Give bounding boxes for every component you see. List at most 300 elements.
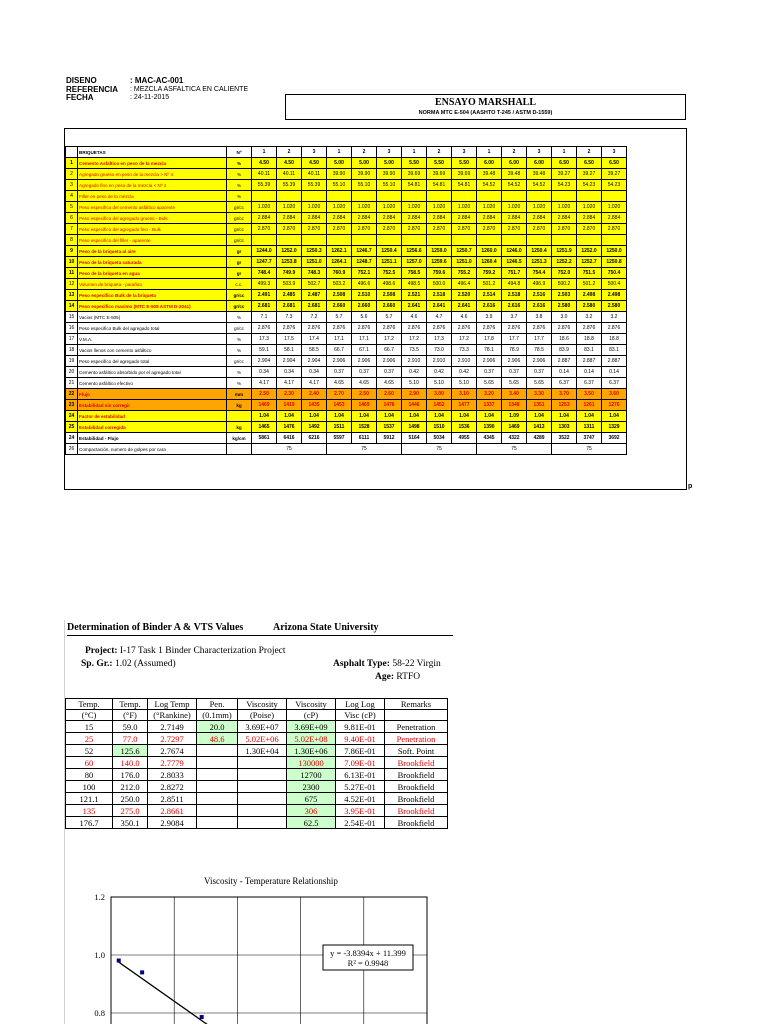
row-value: 4322 [502, 433, 527, 444]
project-line [85, 646, 286, 656]
row-unit: gr [227, 257, 252, 268]
row-value: 4289 [527, 433, 552, 444]
row-value: 2.660 [352, 301, 377, 312]
marshall-row [66, 246, 627, 257]
row-value: 2.641 [402, 301, 427, 312]
reference-value: : MEZCLA ASFALTICA EN CALIENTE [130, 85, 249, 93]
document-header [66, 77, 248, 103]
row-value: 2.491 [252, 290, 277, 301]
binder-header-cell: Log Temp [148, 699, 197, 710]
row-value: 2.870 [302, 224, 327, 235]
row-value [302, 235, 327, 246]
row-value: 4955 [452, 433, 477, 444]
row-description: Peso especifico del cemento asfáltico aparente [78, 202, 227, 213]
row-number: 15 [66, 312, 78, 323]
row-value: 1.04 [427, 411, 452, 422]
row-number: 26 [66, 444, 78, 455]
row-number: 22 [66, 389, 78, 400]
row-value: 55.39 [302, 180, 327, 191]
binder-cell: Brookfield [385, 793, 448, 805]
marshall-row [66, 202, 627, 213]
binder-cell: 48.6 [197, 733, 238, 745]
row-value: 59.1 [252, 345, 277, 356]
row-value: 2.884 [502, 213, 527, 224]
row-value: 17.3 [252, 334, 277, 345]
row-number: 24 [66, 411, 78, 422]
row-value: 0.14 [577, 367, 602, 378]
row-unit: gr/cc [227, 301, 252, 312]
binder-cell [197, 757, 238, 769]
row-description: Peso especifico del agregado grueso - Bulk [78, 213, 227, 224]
row-unit: kg [227, 400, 252, 411]
row-value: 2.40 [302, 389, 327, 400]
row-value: 3522 [552, 433, 577, 444]
row-value: 1452 [427, 400, 452, 411]
binder-cell: 52 [66, 745, 113, 757]
row-value: 1311 [577, 422, 602, 433]
marshall-row [66, 334, 627, 345]
row-value [277, 235, 302, 246]
marshall-row [66, 191, 627, 202]
project-value: I-17 Task 1 Binder Characterization Project [119, 646, 286, 656]
row-value: 55.10 [352, 180, 377, 191]
row-value [327, 235, 352, 246]
row-value: 2.870 [277, 224, 302, 235]
binder-cell: 2.54E-01 [336, 817, 385, 829]
row-value: 1.04 [527, 411, 552, 422]
binder-cell: 121.1 [66, 793, 113, 805]
binder-cell: 60 [66, 757, 113, 769]
row-value [402, 191, 427, 202]
spgr-value: 1.02 (Assumed) [114, 659, 176, 669]
row-value: 750.4 [602, 268, 627, 279]
row-value: 759.6 [427, 268, 452, 279]
row-value: 2.870 [427, 224, 452, 235]
binder-row [66, 805, 448, 817]
row-value: 83.1 [577, 345, 602, 356]
row-value: 54.23 [552, 180, 577, 191]
row-value: 2.870 [502, 224, 527, 235]
row-value: 2.876 [577, 323, 602, 334]
row-value: 2.876 [427, 323, 452, 334]
row-value [602, 235, 627, 246]
row-value: 1446 [402, 400, 427, 411]
row-description: Peso de la briqueta saturada [78, 257, 227, 268]
row-value: 1.020 [302, 202, 327, 213]
binder-row [66, 817, 448, 829]
row-value: 2.884 [477, 213, 502, 224]
row-value: 3747 [577, 433, 602, 444]
briquette-number-header: 3 [602, 147, 627, 158]
row-value: 1510 [427, 422, 452, 433]
row-number: 8 [66, 235, 78, 246]
row-description: Flujo [78, 389, 227, 400]
row-value: 17.7 [527, 334, 552, 345]
row-value: 54.81 [427, 180, 452, 191]
row-number: 9 [66, 246, 78, 257]
row-value: 2.876 [602, 323, 627, 334]
row-value: 39.27 [577, 169, 602, 180]
binder-cell: 125.6 [113, 745, 148, 757]
row-value: 1251.1 [377, 257, 402, 268]
y-tick-label: 1.2 [94, 892, 105, 902]
row-unit: gr/cc [227, 213, 252, 224]
row-value: 2.870 [577, 224, 602, 235]
row-value: 4.65 [352, 378, 377, 389]
row-value: 2.884 [452, 213, 477, 224]
row-value: 2.876 [452, 323, 477, 334]
row-value: 78.1 [477, 345, 502, 356]
row-unit: gr/cc [227, 290, 252, 301]
row-value [552, 235, 577, 246]
row-value [277, 191, 302, 202]
row-value: 1476 [377, 400, 402, 411]
chart-title: Viscosity - Temperature Relationship [204, 876, 338, 886]
row-value: 1.04 [302, 411, 327, 422]
row-value: 3.20 [477, 389, 502, 400]
binder-cell: 5.02E+08 [287, 733, 336, 745]
binder-cell: Soft. Point [385, 745, 448, 757]
row-unit: gr/cc [227, 323, 252, 334]
row-value: 1259.6 [427, 257, 452, 268]
row-description: Estabilidad corregida [78, 422, 227, 433]
row-number: 6 [66, 213, 78, 224]
row-value: 1262.1 [327, 246, 352, 257]
binder-cell [238, 757, 287, 769]
row-description: Peso especifico del filler - aparente [78, 235, 227, 246]
row-value: 0.37 [477, 367, 502, 378]
reference-label: REFERENCIA [66, 84, 119, 94]
marshall-row [66, 169, 627, 180]
binder-cell: 2.8272 [148, 781, 197, 793]
row-value: 1476 [277, 422, 302, 433]
row-value: 2.681 [277, 301, 302, 312]
row-value: 17.4 [302, 334, 327, 345]
row-value: 2.884 [602, 213, 627, 224]
row-value: 55.39 [277, 180, 302, 191]
row-value: 6.37 [552, 378, 577, 389]
blows-value: 75 [327, 444, 402, 455]
row-value: 496.6 [352, 279, 377, 290]
row-description: Cemento asfáltico absorbido por el agregado total [78, 367, 227, 378]
row-value: 1.020 [602, 202, 627, 213]
row-value: 5912 [377, 433, 402, 444]
row-value: 2.870 [402, 224, 427, 235]
marshall-row [66, 180, 627, 191]
asphalt-value: 58-22 Virgin [392, 659, 441, 669]
row-unit: gr/cc [227, 202, 252, 213]
row-description: Estabilidad - Flujo [78, 433, 227, 444]
row-value: 2.50 [352, 389, 377, 400]
marshall-row [66, 290, 627, 301]
row-value: 2.660 [327, 301, 352, 312]
binder-cell: 176.0 [113, 769, 148, 781]
marshall-header-row [66, 147, 627, 158]
row-value: 1477 [452, 400, 477, 411]
binder-cell [238, 817, 287, 829]
binder-cell: 3.69E+09 [287, 721, 336, 733]
row-number: 14 [66, 301, 78, 312]
row-value: 3692 [602, 433, 627, 444]
r-squared-label: R² = 0.9948 [347, 958, 389, 968]
row-value: 1251.3 [527, 257, 552, 268]
row-value: 4345 [477, 433, 502, 444]
row-value: 5.50 [452, 158, 477, 169]
row-value: 1250.4 [527, 246, 552, 257]
blows-value: 75 [552, 444, 627, 455]
row-value: 2.906 [527, 356, 552, 367]
binder-cell: 6.13E-01 [336, 769, 385, 781]
binder-cell: 1.30E+06 [287, 745, 336, 757]
row-value: 1.020 [452, 202, 477, 213]
binder-cell: 25 [66, 733, 113, 745]
row-value: 1.020 [252, 202, 277, 213]
test-standard: NORMA MTC E-504 (AASHTO T-245 / ASTM D-1559) [418, 110, 553, 116]
binder-header-cell: Pen. [197, 699, 238, 710]
row-value [577, 191, 602, 202]
row-value: 39.69 [402, 169, 427, 180]
row-value: 1.020 [277, 202, 302, 213]
row-value: 54.81 [402, 180, 427, 191]
binder-cell: 212.0 [113, 781, 148, 793]
row-unit: % [227, 191, 252, 202]
row-value: 1337 [477, 400, 502, 411]
row-value: 751.7 [502, 268, 527, 279]
binder-cell: 3.69E+07 [238, 721, 287, 733]
row-unit: c.c. [227, 279, 252, 290]
row-value: 1.020 [327, 202, 352, 213]
row-value: 1250.8 [602, 257, 627, 268]
binder-cell: 12700 [287, 769, 336, 781]
row-value: 0.37 [377, 367, 402, 378]
row-value: 17.3 [427, 334, 452, 345]
row-value: 498.5 [402, 279, 427, 290]
row-value: 0.37 [352, 367, 377, 378]
row-value: 2.518 [502, 290, 527, 301]
binder-cell: 59.0 [113, 721, 148, 733]
row-value: 7.3 [277, 312, 302, 323]
row-value: 40.11 [302, 169, 327, 180]
row-value: 1.04 [252, 411, 277, 422]
row-value: 0.37 [327, 367, 352, 378]
row-value: 2.884 [352, 213, 377, 224]
row-description: Volumen de briqueta - parafina [78, 279, 227, 290]
row-value: 496.4 [452, 279, 477, 290]
row-value: 4.65 [327, 378, 352, 389]
row-value: 2.660 [377, 301, 402, 312]
row-description: Peso de la briqueta en agua [78, 268, 227, 279]
row-description: Peso especifico Bulk de la briqueta [78, 290, 227, 301]
binder-cell: Brookfield [385, 769, 448, 781]
binder-cell: 135 [66, 805, 113, 817]
marshall-row [66, 378, 627, 389]
row-value: 752.0 [552, 268, 577, 279]
row-description: Peso especifico del agregado total [78, 356, 227, 367]
row-value: 760.9 [327, 268, 352, 279]
row-value: 1250.7 [452, 246, 477, 257]
row-value: 17.2 [452, 334, 477, 345]
binder-cell: 2.8033 [148, 769, 197, 781]
row-value: 6.00 [527, 158, 552, 169]
marshall-row [66, 235, 627, 246]
row-value: 5.65 [477, 378, 502, 389]
briquette-number-header: 1 [327, 147, 352, 158]
row-value: 6.50 [602, 158, 627, 169]
row-value: 1435 [302, 400, 327, 411]
row-value: 2.870 [377, 224, 402, 235]
row-value: 2.520 [452, 290, 477, 301]
row-value: 58.5 [302, 345, 327, 356]
row-value: 5.00 [327, 158, 352, 169]
row-value: 2.510 [352, 290, 377, 301]
row-value: 4.17 [252, 378, 277, 389]
row-value: 2.876 [252, 323, 277, 334]
row-value: 1250.3 [302, 246, 327, 257]
briquette-number-header: 1 [402, 147, 427, 158]
row-value: 39.48 [502, 169, 527, 180]
row-value: 2.887 [552, 356, 577, 367]
row-value [477, 235, 502, 246]
binder-unit-cell: (°C) [66, 710, 113, 721]
row-unit: kg/cm [227, 433, 252, 444]
row-value: 73.0 [427, 345, 452, 356]
project-label: Project: [85, 646, 118, 656]
row-value: 499.3 [252, 279, 277, 290]
binder-cell: 140.0 [113, 757, 148, 769]
row-value [502, 191, 527, 202]
binder-cell: 250.0 [113, 793, 148, 805]
row-value: 3.10 [452, 389, 477, 400]
blows-value: 75 [402, 444, 477, 455]
row-value: 17.2 [402, 334, 427, 345]
row-value: 7.1 [252, 312, 277, 323]
row-value: 73.3 [452, 345, 477, 356]
binder-cell: 130000 [287, 757, 336, 769]
row-description: Factor de estabilidad [78, 411, 227, 422]
row-number: 13 [66, 290, 78, 301]
row-value: 5.65 [527, 378, 552, 389]
binder-cell: 1.30E+04 [238, 745, 287, 757]
row-description: Filler en peso de la mezcla [78, 191, 227, 202]
spgr-label: Sp. Gr.: [81, 659, 113, 669]
row-value: 1.020 [427, 202, 452, 213]
row-value: 2.910 [402, 356, 427, 367]
binder-header-cell: Temp. [66, 699, 113, 710]
row-number: 12 [66, 279, 78, 290]
row-value: 5.00 [352, 158, 377, 169]
row-value: 2.876 [552, 323, 577, 334]
binder-cell: 2.8511 [148, 793, 197, 805]
binder-cell [238, 793, 287, 805]
binder-cell: 7.09E-01 [336, 757, 385, 769]
row-value: 1246.0 [502, 246, 527, 257]
row-value: 3.00 [427, 389, 452, 400]
row-value: 1256.6 [402, 246, 427, 257]
row-value: 17.2 [377, 334, 402, 345]
data-point [200, 1015, 204, 1019]
marshall-row [66, 389, 627, 400]
row-value: 54.23 [577, 180, 602, 191]
row-value: 2.498 [602, 290, 627, 301]
row-value: 17.1 [352, 334, 377, 345]
row-value: 3.40 [502, 389, 527, 400]
row-unit: gr [227, 246, 252, 257]
row-description: Compactación, numero de golpes por cara [78, 444, 227, 455]
row-value: 2.906 [502, 356, 527, 367]
row-description: Vacios (MTC E-505) [78, 312, 227, 323]
row-value: 1251.0 [302, 257, 327, 268]
binder-cell: 2.7779 [148, 757, 197, 769]
row-value: 1537 [377, 422, 402, 433]
row-value: 2.906 [377, 356, 402, 367]
row-value: 2.516 [527, 290, 552, 301]
row-value: 2.514 [477, 290, 502, 301]
row-value [527, 235, 552, 246]
briquette-number-header: 3 [377, 147, 402, 158]
row-value [427, 191, 452, 202]
row-value: 1253 [552, 400, 577, 411]
binder-cell: 176.7 [66, 817, 113, 829]
row-value: 54.81 [452, 180, 477, 191]
briquette-number-header: 2 [352, 147, 377, 158]
row-description: Cemento asfáltico efectivo [78, 378, 227, 389]
binder-unit-cell [385, 710, 448, 721]
row-value: 18.8 [602, 334, 627, 345]
row-value: 496.9 [527, 279, 552, 290]
row-value: 3.0 [552, 312, 577, 323]
row-number: 3 [66, 180, 78, 191]
marshall-row [66, 279, 627, 290]
row-unit: % [227, 334, 252, 345]
row-number: 25 [66, 422, 78, 433]
row-value: 0.14 [552, 367, 577, 378]
binder-cell: Brookfield [385, 817, 448, 829]
binder-header-cell: Viscosity [287, 699, 336, 710]
row-value: 2.487 [302, 290, 327, 301]
marshall-row [66, 301, 627, 312]
row-value: 1252.2 [552, 257, 577, 268]
binder-row [66, 793, 448, 805]
binder-cell: Brookfield [385, 757, 448, 769]
binder-cell [197, 745, 238, 757]
binder-cell: 2.8661 [148, 805, 197, 817]
binder-row [66, 733, 448, 745]
row-value: 1511 [327, 422, 352, 433]
row-value: 2.876 [527, 323, 552, 334]
marshall-row [66, 422, 627, 433]
row-value: 1250.4 [377, 246, 402, 257]
row-value: 2.521 [402, 290, 427, 301]
row-value: 2.485 [277, 290, 302, 301]
row-number: 23 [66, 400, 78, 411]
row-value: 759.2 [477, 268, 502, 279]
binder-header-cell: Viscosity [238, 699, 287, 710]
binder-cell: Penetration [385, 733, 448, 745]
row-value: 39.27 [552, 169, 577, 180]
row-value: 1528 [352, 422, 377, 433]
marshall-row [66, 444, 627, 455]
row-value: 39.90 [352, 169, 377, 180]
age-label: Age: [375, 672, 394, 682]
row-value: 748.3 [302, 268, 327, 279]
row-value: 2.876 [477, 323, 502, 334]
row-value: 1536 [452, 422, 477, 433]
row-value: 1250.0 [602, 246, 627, 257]
row-value: 17.7 [502, 334, 527, 345]
row-value: 1247.7 [252, 257, 277, 268]
row-number: 24 [66, 433, 78, 444]
row-value [602, 191, 627, 202]
